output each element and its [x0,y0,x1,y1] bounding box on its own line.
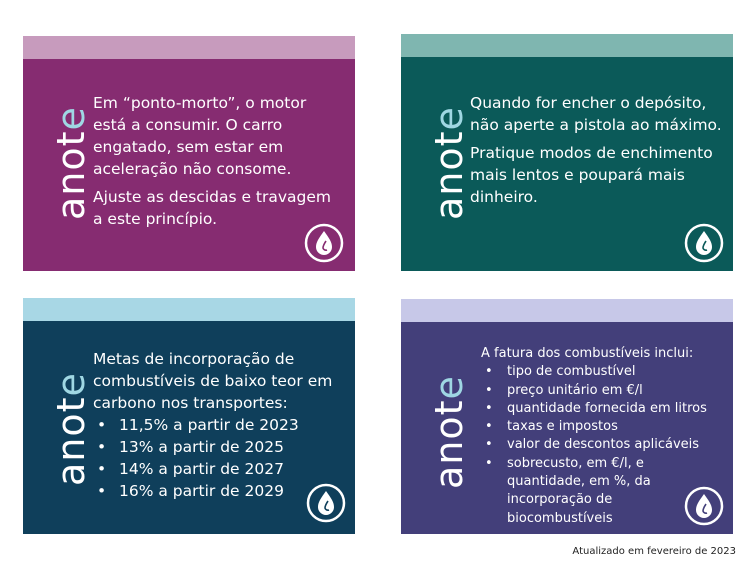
card-intro: A fatura dos combustíveis inclui: [481,346,694,361]
list-item: • 13% a partir de 2025 [93,436,348,458]
list-item: • 14% a partir de 2027 [93,458,348,480]
card-neutral-gear [23,36,355,271]
fuel-drop-icon [683,485,725,527]
card-paragraph: Em “ponto-morto”, o motor está a consumir. O carro engatado, sem estar em aceleração não consome. [93,94,307,178]
list-item: • preço unitário em €/l [481,382,729,400]
list-item: • quantidade fornecida em litros [481,400,729,418]
update-note: Atualizado em fevereiro de 2023 [572,546,736,557]
card-top-strip [401,299,733,322]
card-top-strip [401,34,733,57]
list-item: • tipo de combustível [481,363,729,381]
card-paragraph: Quando for encher o depósito, não aperte a pistola ao máximo. [470,94,722,134]
list-item: • taxas e impostos [481,418,729,436]
brand-logo: anote [49,106,93,220]
card-top-strip [23,36,355,59]
card-biofuel-targets [23,298,355,534]
card-text [93,92,343,230]
card-text [470,92,725,208]
list-item: • 11,5% a partir de 2023 [93,414,348,436]
card-fuel-invoice [401,299,733,534]
fuel-drop-icon [683,222,725,264]
list-item: • 16% a partir de 2029 [93,480,348,502]
brand-logo: anote [427,106,471,220]
card-refuel-tip [401,34,733,271]
fuel-drop-icon [303,222,345,264]
card-paragraph: Ajuste as descidas e travagem a este princípio. [93,188,332,228]
card-top-strip [23,298,355,321]
list-item: • valor de descontos aplicáveis [481,436,729,454]
card-text [93,348,348,502]
card-paragraph: Pratique modos de enchimento mais lentos e poupará mais dinheiro. [470,144,713,206]
card-intro: Metas de incorporação de combustíveis de baixo teor em carbono nos transportes: [93,350,333,412]
fuel-drop-icon [305,482,347,524]
brand-logo: anote [49,372,93,486]
brand-logo: anote [427,375,471,489]
list-item: • sobrecusto, em €/l, e quantidade, em %, da incorporação de biocombustíveis [481,455,707,528]
